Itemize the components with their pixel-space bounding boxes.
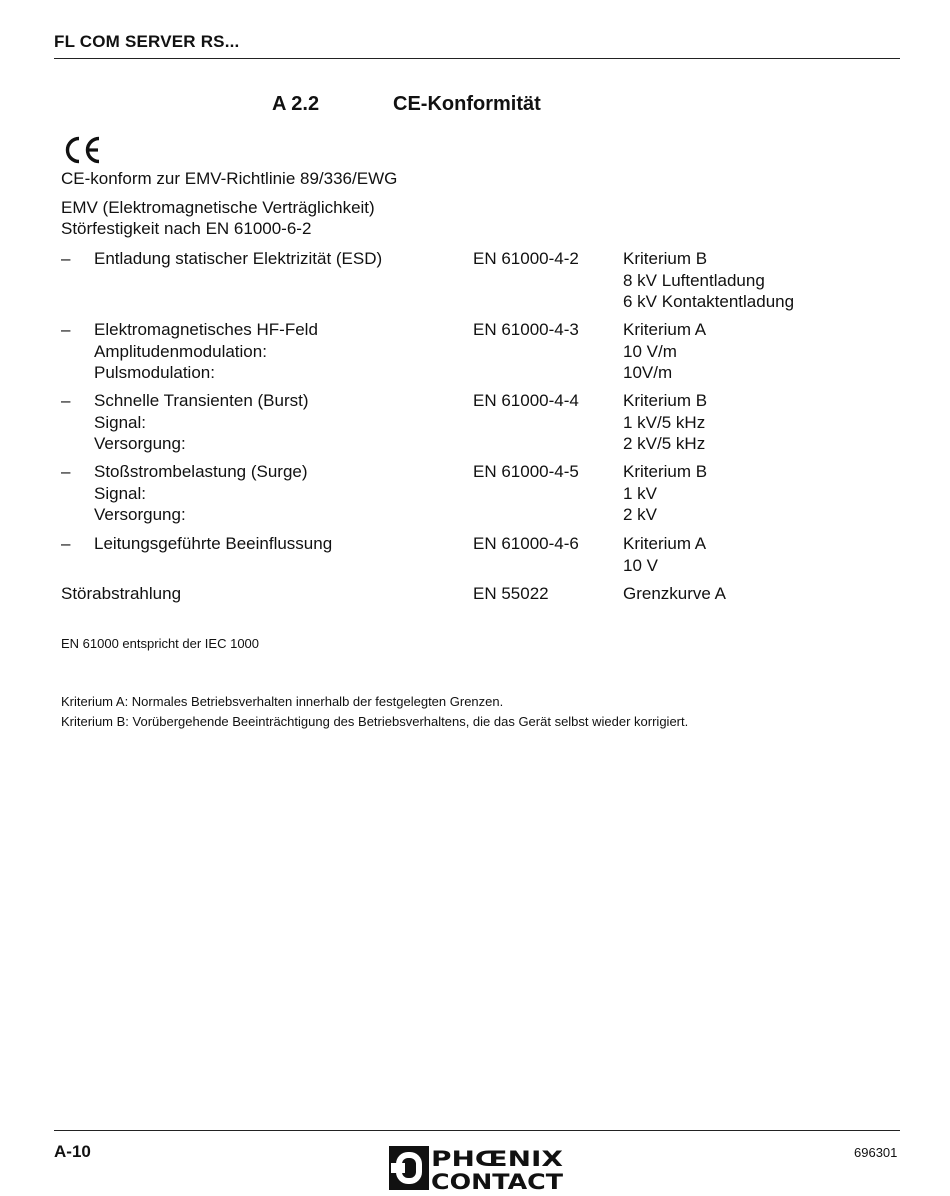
row-standard: EN 55022 bbox=[473, 584, 549, 603]
row-value: 10 V bbox=[623, 555, 658, 575]
row-value: 1 kV bbox=[623, 483, 658, 503]
row-labels bbox=[94, 248, 382, 270]
row-dash: – bbox=[61, 462, 71, 481]
row-values bbox=[623, 583, 726, 605]
row-dash: – bbox=[61, 391, 71, 410]
row-label: Störabstrahlung bbox=[61, 584, 182, 603]
row-value: Kriterium B bbox=[623, 462, 708, 481]
row-value: 8 kV Luftentladung bbox=[623, 270, 765, 290]
logo-line2: CONTACT bbox=[431, 1170, 564, 1191]
row-label: Versorgung: bbox=[94, 434, 186, 453]
row-values bbox=[623, 533, 706, 576]
row-standard: EN 61000-4-3 bbox=[473, 320, 579, 339]
row-standard: EN 61000-4-2 bbox=[473, 249, 579, 268]
note-iec: EN 61000 entspricht der IEC 1000 bbox=[61, 636, 260, 651]
row-value: 2 kV bbox=[623, 505, 658, 524]
running-header-title: FL COM SERVER RS... bbox=[54, 32, 240, 51]
row-label: Amplitudenmodulation: bbox=[94, 341, 267, 361]
row-dash: – bbox=[61, 249, 71, 268]
row-label: Signal: bbox=[94, 483, 146, 503]
row-label: Signal: bbox=[94, 412, 146, 432]
phoenix-contact-logo bbox=[388, 1145, 566, 1191]
document-number: 696301 bbox=[854, 1145, 898, 1160]
row-dash: – bbox=[61, 320, 71, 339]
row-label: Schnelle Transienten (Burst) bbox=[94, 391, 309, 410]
row-values bbox=[623, 390, 707, 455]
note-kriterium-b: Kriterium B: Vorübergehende Beeinträchtigung des Betriebsverhaltens, die das Gerät selbst wieder korrigiert. bbox=[61, 714, 689, 729]
row-value: 6 kV Kontaktentladung bbox=[623, 292, 795, 311]
row-value: 10 V/m bbox=[623, 341, 677, 361]
section-number: A 2.2 bbox=[272, 93, 320, 115]
section-title: CE-Konformität bbox=[393, 93, 541, 115]
row-values bbox=[623, 461, 707, 526]
note-kriterium-a: Kriterium A: Normales Betriebsverhalten innerhalb der festgelegten Grenzen. bbox=[61, 694, 504, 709]
page-number: A-10 bbox=[54, 1142, 91, 1161]
row-labels bbox=[61, 583, 181, 605]
row-values bbox=[623, 319, 706, 384]
intro-immunity: Störfestigkeit nach EN 61000-6-2 bbox=[61, 219, 312, 238]
row-value: Kriterium B bbox=[623, 391, 708, 410]
row-standard: EN 61000-4-6 bbox=[473, 534, 579, 553]
row-value: 2 kV/5 kHz bbox=[623, 434, 706, 453]
ce-mark-icon bbox=[61, 135, 103, 170]
row-value: Kriterium A bbox=[623, 320, 707, 339]
row-label: Pulsmodulation: bbox=[94, 363, 215, 382]
row-labels bbox=[94, 533, 332, 555]
row-value: 1 kV/5 kHz bbox=[623, 412, 706, 432]
row-standard: EN 61000-4-4 bbox=[473, 391, 579, 410]
row-label: Elektromagnetisches HF-Feld bbox=[94, 320, 318, 339]
row-labels bbox=[94, 461, 308, 526]
row-label: Versorgung: bbox=[94, 505, 186, 524]
row-value: 10V/m bbox=[623, 363, 673, 382]
intro-emv: EMV (Elektromagnetische Verträglichkeit) bbox=[61, 198, 375, 217]
row-label: Entladung statischer Elektrizität (ESD) bbox=[94, 249, 383, 268]
row-dash: – bbox=[61, 534, 71, 553]
row-label: Leitungsgeführte Beeinflussung bbox=[94, 534, 333, 553]
row-standard: EN 61000-4-5 bbox=[473, 462, 579, 481]
row-labels bbox=[94, 390, 309, 455]
header-rule bbox=[54, 58, 900, 59]
footer-rule bbox=[54, 1130, 900, 1131]
logo-line1: PHŒNIX bbox=[431, 1147, 563, 1171]
row-values bbox=[623, 248, 794, 313]
row-labels bbox=[94, 319, 318, 384]
row-value: Kriterium A bbox=[623, 534, 707, 553]
row-value: Grenzkurve A bbox=[623, 584, 726, 603]
row-value: Kriterium B bbox=[623, 249, 708, 268]
row-label: Stoßstrombelastung (Surge) bbox=[94, 462, 308, 481]
intro-directive: CE-konform zur EMV-Richtlinie 89/336/EWG bbox=[61, 169, 398, 188]
